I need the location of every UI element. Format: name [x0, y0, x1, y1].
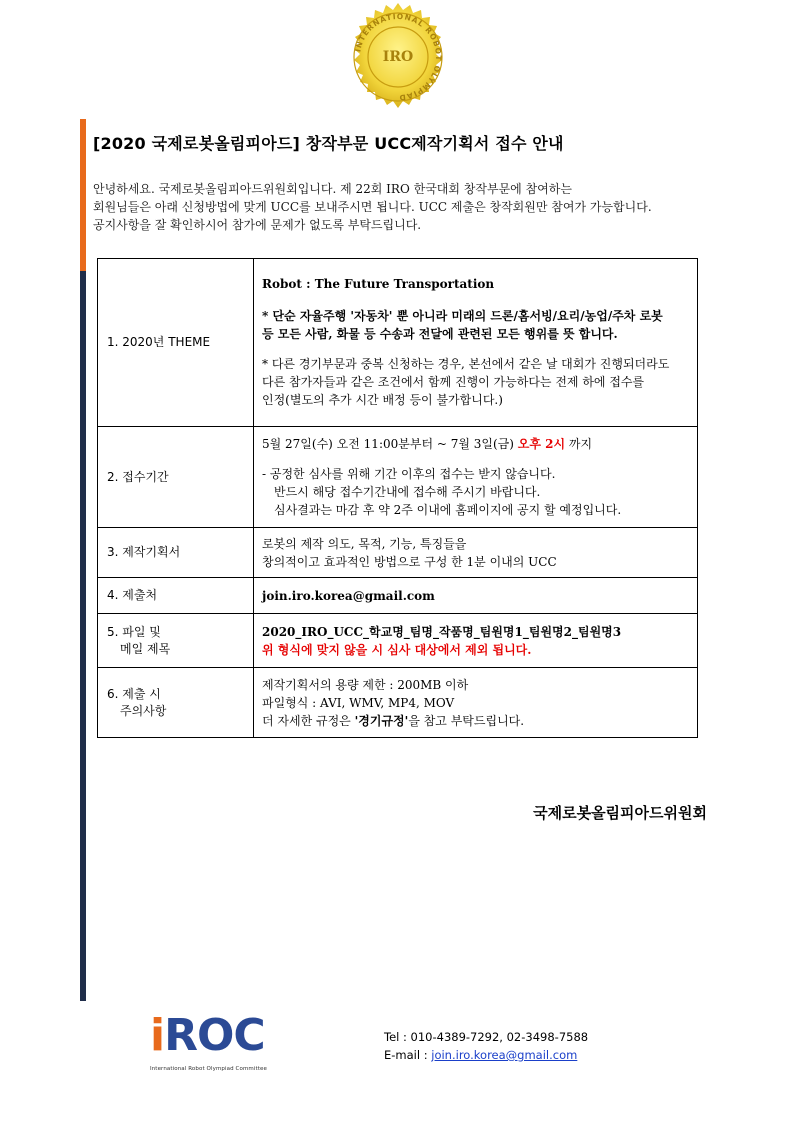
- logo-wordmark: [150, 1010, 265, 1061]
- theme-note: * 다른 경기부문과 중복 신청하는 경우, 본선에서 같은 날 대회가 진행되더라도: [262, 357, 670, 371]
- period-range: [262, 435, 689, 453]
- period-note: 반드시 해당 접수기간내에 접수해 주시기 바랍니다.: [274, 485, 541, 499]
- table-row-period: [98, 427, 698, 528]
- table-row-plan: [98, 528, 698, 578]
- intro-paragraph: [93, 180, 723, 234]
- caution-label: 6. 제출 시: [107, 686, 161, 701]
- row-label: [98, 614, 254, 668]
- period-note: - 공정한 심사를 위해 기간 이후의 접수는 받지 않습니다.: [262, 467, 556, 481]
- iro-gold-seal: [343, 2, 453, 112]
- table-row-submit-to: [98, 578, 698, 614]
- email-label: E-mail :: [384, 1048, 432, 1062]
- intro-line: 공지사항을 잘 확인하시어 참가에 문제가 없도록 부탁드립니다.: [93, 218, 422, 232]
- submit-to-label: 4. 제출처: [107, 588, 158, 602]
- period-deadline: 오후 2시: [517, 437, 566, 451]
- theme-note: 다른 참가자들과 같은 조건에서 함께 진행이 가능하다는 전제 하에 접수를: [262, 375, 645, 389]
- theme-label: 1. 2020년 THEME: [107, 335, 211, 349]
- file-warning: 위 형식에 맞지 않을 시 심사 대상에서 제외 됩니다.: [262, 642, 532, 657]
- theme-bold-note: 등 모든 사람, 화물 등 수송과 전달에 관련된 모든 행위를 뜻 합니다.: [262, 327, 618, 341]
- seal-ring-text: INTERNATIONAL ROBOT OLYMPIAD: [353, 11, 444, 103]
- row-value: [254, 528, 698, 578]
- row-label: [98, 578, 254, 614]
- table-row-file: [98, 614, 698, 668]
- row-label: [98, 259, 254, 427]
- theme-note: 인정(별도의 추가 시간 배정 등이 불가합니다.): [262, 393, 503, 407]
- plan-label: 3. 제작기획서: [107, 545, 181, 559]
- period-label: 2. 접수기간: [107, 469, 169, 484]
- plan-line: 창의적이고 효과적인 방법으로 구성 한 1분 이내의 UCC: [262, 554, 557, 569]
- row-label: [98, 528, 254, 578]
- accent-bar-navy: [80, 271, 86, 1001]
- caution-rule-ref: '경기규정': [354, 713, 409, 728]
- table-row-caution: [98, 668, 698, 738]
- row-label: [98, 668, 254, 738]
- period-range-text: 5월 27일(수) 오전 11:00분부터 ~ 7월 3일(금): [262, 437, 518, 451]
- seal-center-text: IRO: [382, 49, 414, 65]
- caution-line: 파일형식 : AVI, WMV, MP4, MOV: [262, 695, 455, 710]
- caution-line: [262, 712, 689, 730]
- contact-tel: Tel : 010-4389-7292, 02-3498-7588: [384, 1030, 589, 1044]
- contact-info: [384, 1028, 588, 1064]
- submit-email[interactable]: join.iro.korea@gmail.com: [262, 588, 435, 603]
- file-format: 2020_IRO_UCC_학교명_팀명_작품명_팀원명1_팀원명2_팀원명3: [262, 624, 622, 639]
- caution-text: 을 참고 부탁드립니다.: [408, 713, 525, 728]
- contact-email-row: [384, 1046, 588, 1064]
- row-value: [254, 578, 698, 614]
- logo-subtitle: International Robot Olympiad Committee: [150, 1066, 267, 1072]
- committee-signature: 국제로봇올림피아드위원회: [533, 804, 707, 822]
- row-value: [254, 427, 698, 528]
- row-value: [254, 259, 698, 427]
- caution-label: 주의사항: [120, 703, 167, 718]
- file-label: 메일 제목: [120, 641, 171, 656]
- intro-line: 회원님들은 아래 신청방법에 맞게 UCC를 보내주시면 됩니다. UCC 제출은 창작회원만 참여가 가능합니다.: [93, 200, 652, 214]
- logo-roc: ROC: [164, 1010, 265, 1061]
- document-title: [2020 국제로봇올림피아드] 창작부문 UCC제작기획서 접수 안내: [93, 134, 564, 153]
- period-note: 심사결과는 마감 후 약 2주 이내에 홈페이지에 공지 할 예정입니다.: [274, 503, 622, 517]
- logo-i: i: [150, 1010, 165, 1061]
- row-label: [98, 427, 254, 528]
- plan-line: 로봇의 제작 의도, 목적, 기능, 특징들을: [262, 536, 467, 551]
- table-row-theme: [98, 259, 698, 427]
- row-value: [254, 668, 698, 738]
- file-label: 5. 파일 및: [107, 624, 161, 639]
- caution-line: 제작기획서의 용량 제한 : 200MB 이하: [262, 677, 469, 692]
- iroc-logo: [150, 1010, 267, 1076]
- info-table: [97, 258, 698, 738]
- period-range-suffix: 까지: [565, 437, 593, 451]
- accent-bar-orange: [80, 119, 86, 271]
- theme-bold-note: * 단순 자율주행 '자동차' 뿐 아니라 미래의 드론/홈서빙/요리/농업/주차 로봇: [262, 309, 663, 323]
- intro-line: 안녕하세요. 국제로봇올림피아드위원회입니다. 제 22회 IRO 한국대회 창작부문에 참여하는: [93, 182, 572, 196]
- theme-title: Robot : The Future Transportation: [262, 277, 495, 291]
- row-value: [254, 614, 698, 668]
- contact-email-link[interactable]: join.iro.korea@gmail.com: [431, 1048, 578, 1062]
- caution-text: 더 자세한 규정은: [262, 713, 355, 728]
